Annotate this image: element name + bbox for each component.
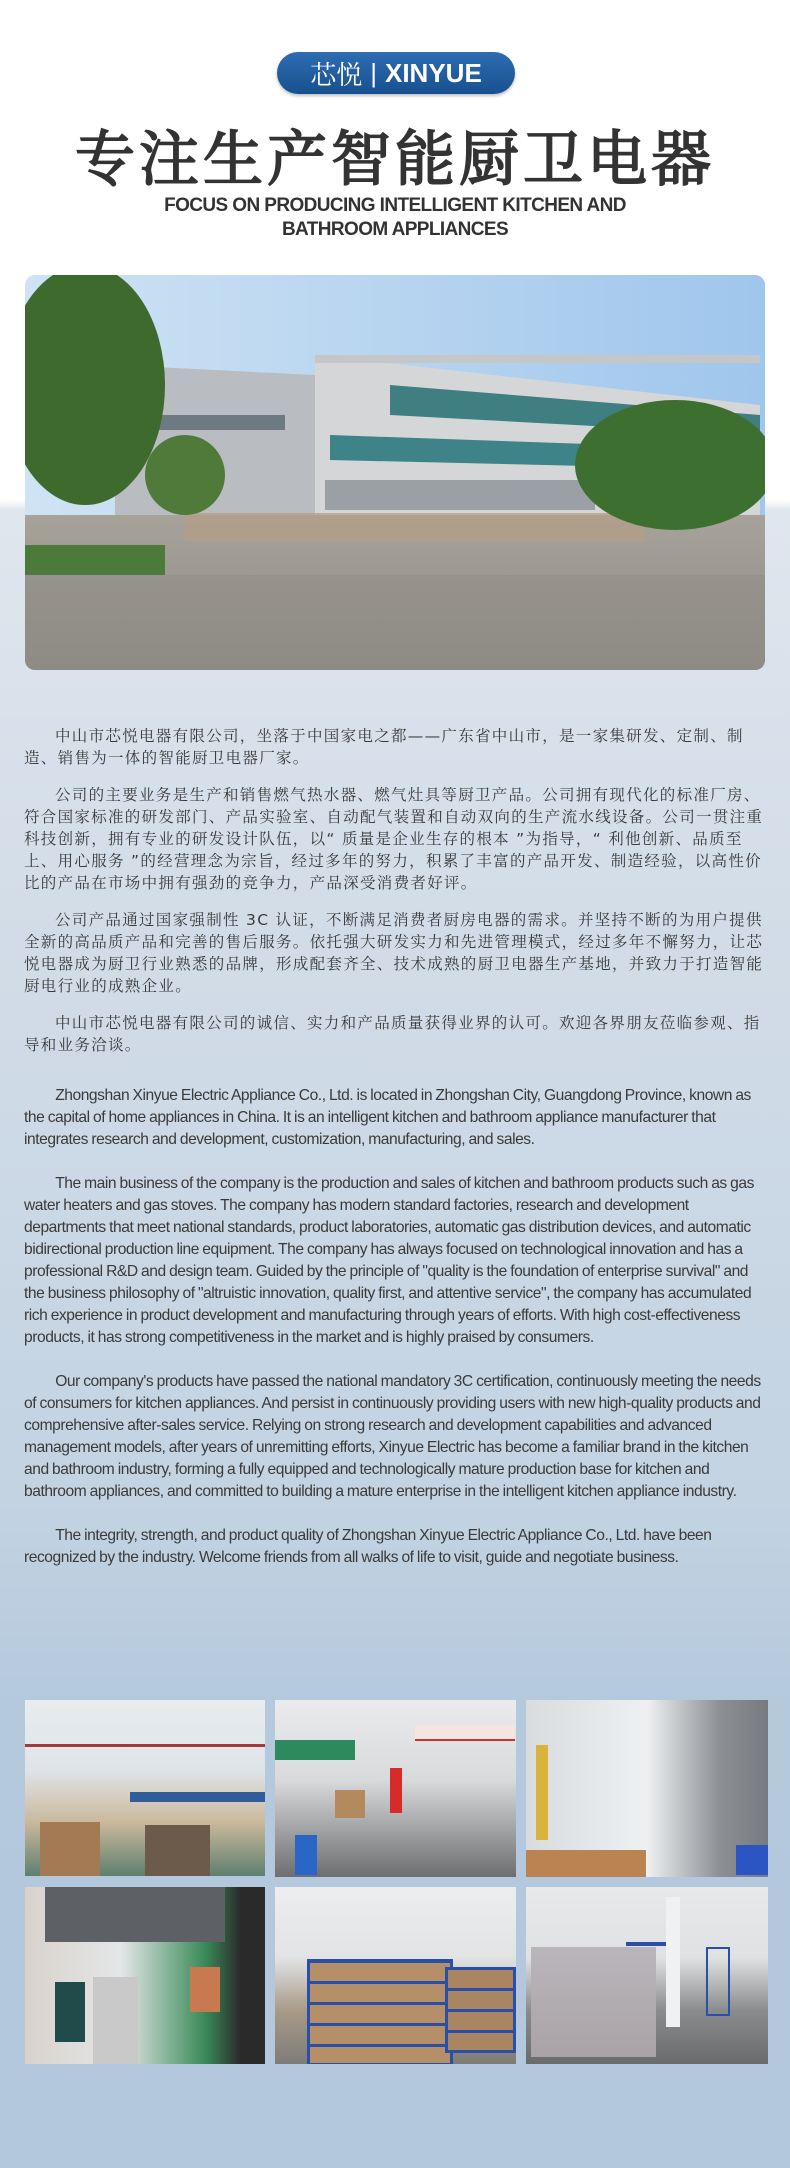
intro-cn-paragraph: 公司产品通过国家强制性 3C 认证，不断满足消费者厨房电器的需求。并坚持不断的为用户提供全新的高品质产品和完善的售后服务。依托强大研发实力和先进管理模式，经过多年不懈努力，让芯悦电器成为厨卫行业熟悉的品牌，形成配套齐全、技术成熟的厨卫电器生产基地，并致力于打造智能厨电行业的成熟企业。 <box>24 911 764 995</box>
intro-english <box>24 1085 764 1569</box>
page-title: 专注生产智能厨卫电器 <box>75 125 715 195</box>
warehouse-pallets-photo <box>526 1887 768 2064</box>
assembly-line-photo <box>25 1700 265 1876</box>
intro-chinese <box>24 725 764 1056</box>
brand-name-en: XINYUE <box>384 57 482 88</box>
testing-station-photo <box>25 1887 265 2064</box>
warehouse-shelves-photo <box>275 1887 516 2064</box>
intro-cn-paragraph: 中山市芯悦电器有限公司，坐落于中国家电之都——广东省中山市，是一家集研发、定制、制造、销售为一体的智能厨卫电器厂家。 <box>24 727 744 767</box>
subtitle-line-2: BATHROOM APPLIANCES <box>281 219 509 240</box>
intro-cn-paragraph: 公司的主要业务是生产和销售燃气热水器、燃气灶具等厨卫产品。公司拥有现代化的标准厂房、符合国家标准的研发部门、产品实验室、自动配气装置和自动双向的生产流水线设备。公司一贯注重科技创新，拥有专业的研发设计队伍，以“ 质量是企业生存的根本 ”为指导，“ 利他创新、品质至上、用心服务 ”的经营理念为宗旨，经过多年的努力，积累了丰富的产品开发、制造经验，以高性价比的产品在市场中拥有强劲的竞争力，产品深受消费者好评。 <box>24 786 764 892</box>
brand-badge <box>277 52 515 94</box>
intro-cn-paragraph: 中山市芯悦电器有限公司的诚信、实力和产品质量获得业界的认可。欢迎各界朋友莅临参观、指导和业务洽谈。 <box>24 1014 761 1054</box>
production-workshop-photo <box>275 1700 516 1877</box>
brand-name-cn: 芯悦 <box>310 60 363 91</box>
brand-separator: | <box>370 57 377 88</box>
intro-en-paragraph: Our company's products have passed the national mandatory 3C certification, continuously meeting the needs of consumers for kitchen appliances. And persist in continuously providing users with new high-quality products and comprehensive after-sales service. Relying on strong research and development capabilities and advanced management models, after years of unremitting efforts, Xinyue Electric has become a familiar brand in the kitchen and bathroom industry, forming a fully equipped and technologically mature production base for kitchen and bathroom appliances, and committed to building a mature enterprise in the intelligent kitchen appliance industry. <box>24 1373 761 1500</box>
conveyor-line-photo <box>526 1700 768 1877</box>
factory-exterior-photo <box>25 275 765 670</box>
intro-en-paragraph: Zhongshan Xinyue Electric Appliance Co., Ltd. is located in Zhongshan City, Guangdong Province, known as the capital of home appliances in China. It is an intelligent kitchen and bathroom appliance manufacturer that integrates research and development, customization, manufacturing, and sales. <box>24 1087 751 1148</box>
page-subtitle <box>0 194 790 242</box>
subtitle-line-1: FOCUS ON PRODUCING INTELLIGENT KITCHEN AND <box>164 195 626 216</box>
intro-en-paragraph: The integrity, strength, and product quality of Zhongshan Xinyue Electric Appliance Co., Ltd. have been recognized by the industry. Welcome friends from all walks of life to visit, guide and negotiate business. <box>24 1527 712 1566</box>
intro-en-paragraph: The main business of the company is the production and sales of kitchen and bathroom products such as gas water heaters and gas stoves. The company has modern standard factories, research and development departments that meet national standards, product laboratories, automatic gas distribution devices, and automatic bidirectional production line equipment. The company has always focused on technological innovation and has a professional R&D and design team. Guided by the principle of "quality is the foundation of enterprise survival" and the business philosophy of "altruistic innovation, quality first, and attentive service", the company has accumulated rich experience in product development and manufacturing through years of efforts. With high cost-effectiveness products, it has strong competitiveness in the market and is highly praised by consumers. <box>24 1175 754 1346</box>
